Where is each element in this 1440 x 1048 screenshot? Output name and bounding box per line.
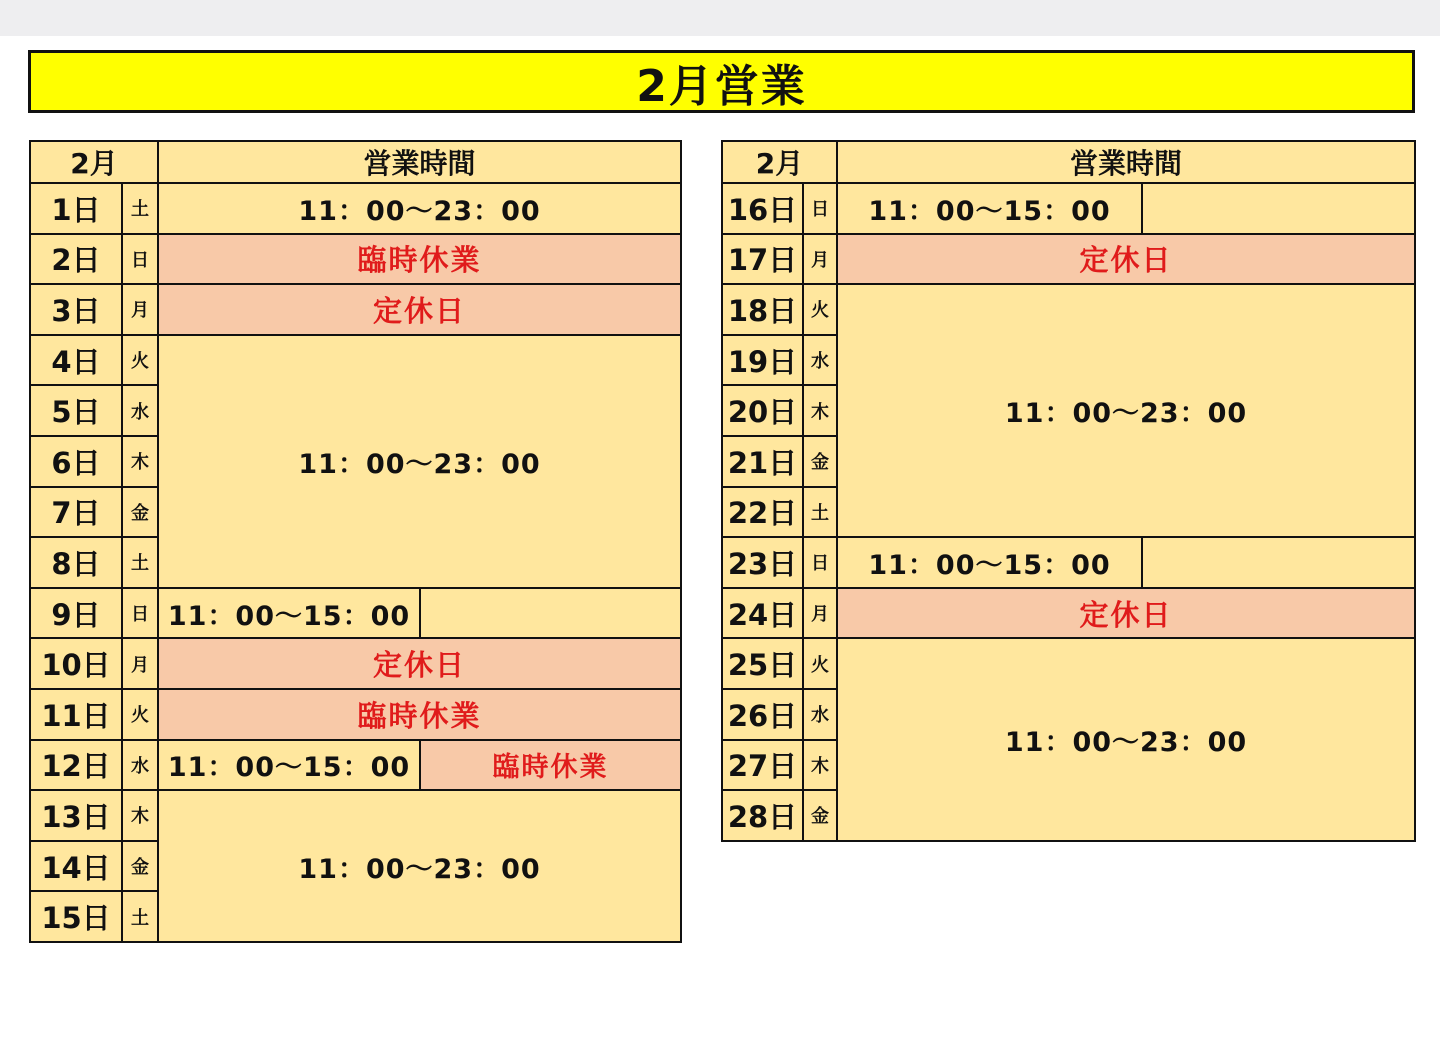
table-row xyxy=(30,335,681,386)
closed-cell: 定休日 xyxy=(837,234,1415,285)
weekday-cell: 土 xyxy=(122,183,158,234)
weekday-cell: 火 xyxy=(803,638,837,689)
table-row xyxy=(30,740,681,791)
day-cell: 26日 xyxy=(722,689,803,740)
hours-cell: 11：00～15：00 xyxy=(837,183,1142,234)
weekday-cell: 土 xyxy=(122,891,158,942)
day-cell: 18日 xyxy=(722,284,803,335)
weekday-cell: 金 xyxy=(122,841,158,892)
day-cell: 14日 xyxy=(30,841,122,892)
weekday-cell: 水 xyxy=(803,689,837,740)
table-header-row xyxy=(30,141,681,183)
table-row xyxy=(30,588,681,639)
day-cell: 8日 xyxy=(30,537,122,588)
day-cell: 9日 xyxy=(30,588,122,639)
day-cell: 6日 xyxy=(30,436,122,487)
blank-cell xyxy=(1142,183,1415,234)
weekday-cell: 日 xyxy=(122,588,158,639)
table-header-row xyxy=(722,141,1415,183)
day-cell: 25日 xyxy=(722,638,803,689)
blank-cell xyxy=(1142,537,1415,588)
weekday-cell: 月 xyxy=(122,284,158,335)
weekday-cell: 日 xyxy=(803,537,837,588)
day-cell: 22日 xyxy=(722,487,803,538)
day-cell: 4日 xyxy=(30,335,122,386)
table-row xyxy=(722,183,1415,234)
day-cell: 10日 xyxy=(30,638,122,689)
day-cell: 1日 xyxy=(30,183,122,234)
weekday-cell: 土 xyxy=(122,537,158,588)
day-cell: 27日 xyxy=(722,740,803,791)
day-cell: 2日 xyxy=(30,234,122,285)
schedule-table-second-half xyxy=(721,140,1416,842)
hours-header: 営業時間 xyxy=(158,141,681,183)
table-row xyxy=(722,638,1415,689)
hours-cell: 11：00～23：00 xyxy=(158,335,681,588)
table-row xyxy=(30,790,681,841)
hours-cell: 11：00～23：00 xyxy=(837,284,1415,537)
weekday-cell: 月 xyxy=(803,588,837,639)
table-row xyxy=(722,588,1415,639)
hours-cell: 11：00～23：00 xyxy=(837,638,1415,840)
day-cell: 20日 xyxy=(722,385,803,436)
closed-cell: 定休日 xyxy=(837,588,1415,639)
table-row xyxy=(722,234,1415,285)
day-cell: 3日 xyxy=(30,284,122,335)
hours-cell: 11：00～15：00 xyxy=(158,740,420,791)
hours-cell: 11：00～23：00 xyxy=(158,183,681,234)
weekday-cell: 火 xyxy=(122,689,158,740)
table-row xyxy=(30,284,681,335)
weekday-cell: 金 xyxy=(803,790,837,841)
weekday-cell: 日 xyxy=(803,183,837,234)
weekday-cell: 金 xyxy=(803,436,837,487)
weekday-cell: 木 xyxy=(122,436,158,487)
day-cell: 7日 xyxy=(30,487,122,538)
table-row xyxy=(722,537,1415,588)
day-cell: 13日 xyxy=(30,790,122,841)
day-cell: 12日 xyxy=(30,740,122,791)
weekday-cell: 金 xyxy=(122,487,158,538)
hours-header: 営業時間 xyxy=(837,141,1415,183)
weekday-cell: 日 xyxy=(122,234,158,285)
day-cell: 16日 xyxy=(722,183,803,234)
day-cell: 28日 xyxy=(722,790,803,841)
day-cell: 15日 xyxy=(30,891,122,942)
day-cell: 11日 xyxy=(30,689,122,740)
day-cell: 23日 xyxy=(722,537,803,588)
weekday-cell: 木 xyxy=(803,385,837,436)
weekday-cell: 火 xyxy=(803,284,837,335)
closed-cell: 定休日 xyxy=(158,284,681,335)
day-cell: 19日 xyxy=(722,335,803,386)
weekday-cell: 水 xyxy=(803,335,837,386)
weekday-cell: 水 xyxy=(122,740,158,791)
weekday-cell: 土 xyxy=(803,487,837,538)
page-title: 2月営業 xyxy=(28,50,1415,113)
weekday-cell: 月 xyxy=(803,234,837,285)
schedule-table-first-half xyxy=(29,140,682,943)
closed-cell: 臨時休業 xyxy=(158,689,681,740)
weekday-cell: 木 xyxy=(803,740,837,791)
weekday-cell: 水 xyxy=(122,385,158,436)
weekday-cell: 火 xyxy=(122,335,158,386)
day-cell: 21日 xyxy=(722,436,803,487)
weekday-cell: 月 xyxy=(122,638,158,689)
table-row xyxy=(30,183,681,234)
day-cell: 24日 xyxy=(722,588,803,639)
table-row xyxy=(30,689,681,740)
weekday-cell: 木 xyxy=(122,790,158,841)
hours-cell: 11：00～15：00 xyxy=(837,537,1142,588)
table-row xyxy=(30,638,681,689)
top-strip xyxy=(0,0,1440,36)
hours-cell: 11：00～15：00 xyxy=(158,588,420,639)
hours-cell: 11：00～23：00 xyxy=(158,790,681,942)
closed-cell: 定休日 xyxy=(158,638,681,689)
month-header: 2月 xyxy=(722,141,837,183)
table-row xyxy=(722,284,1415,335)
day-cell: 5日 xyxy=(30,385,122,436)
closed-cell: 臨時休業 xyxy=(158,234,681,285)
blank-cell xyxy=(420,588,681,639)
closed-cell: 臨時休業 xyxy=(420,740,681,791)
month-header: 2月 xyxy=(30,141,158,183)
day-cell: 17日 xyxy=(722,234,803,285)
table-row xyxy=(30,234,681,285)
